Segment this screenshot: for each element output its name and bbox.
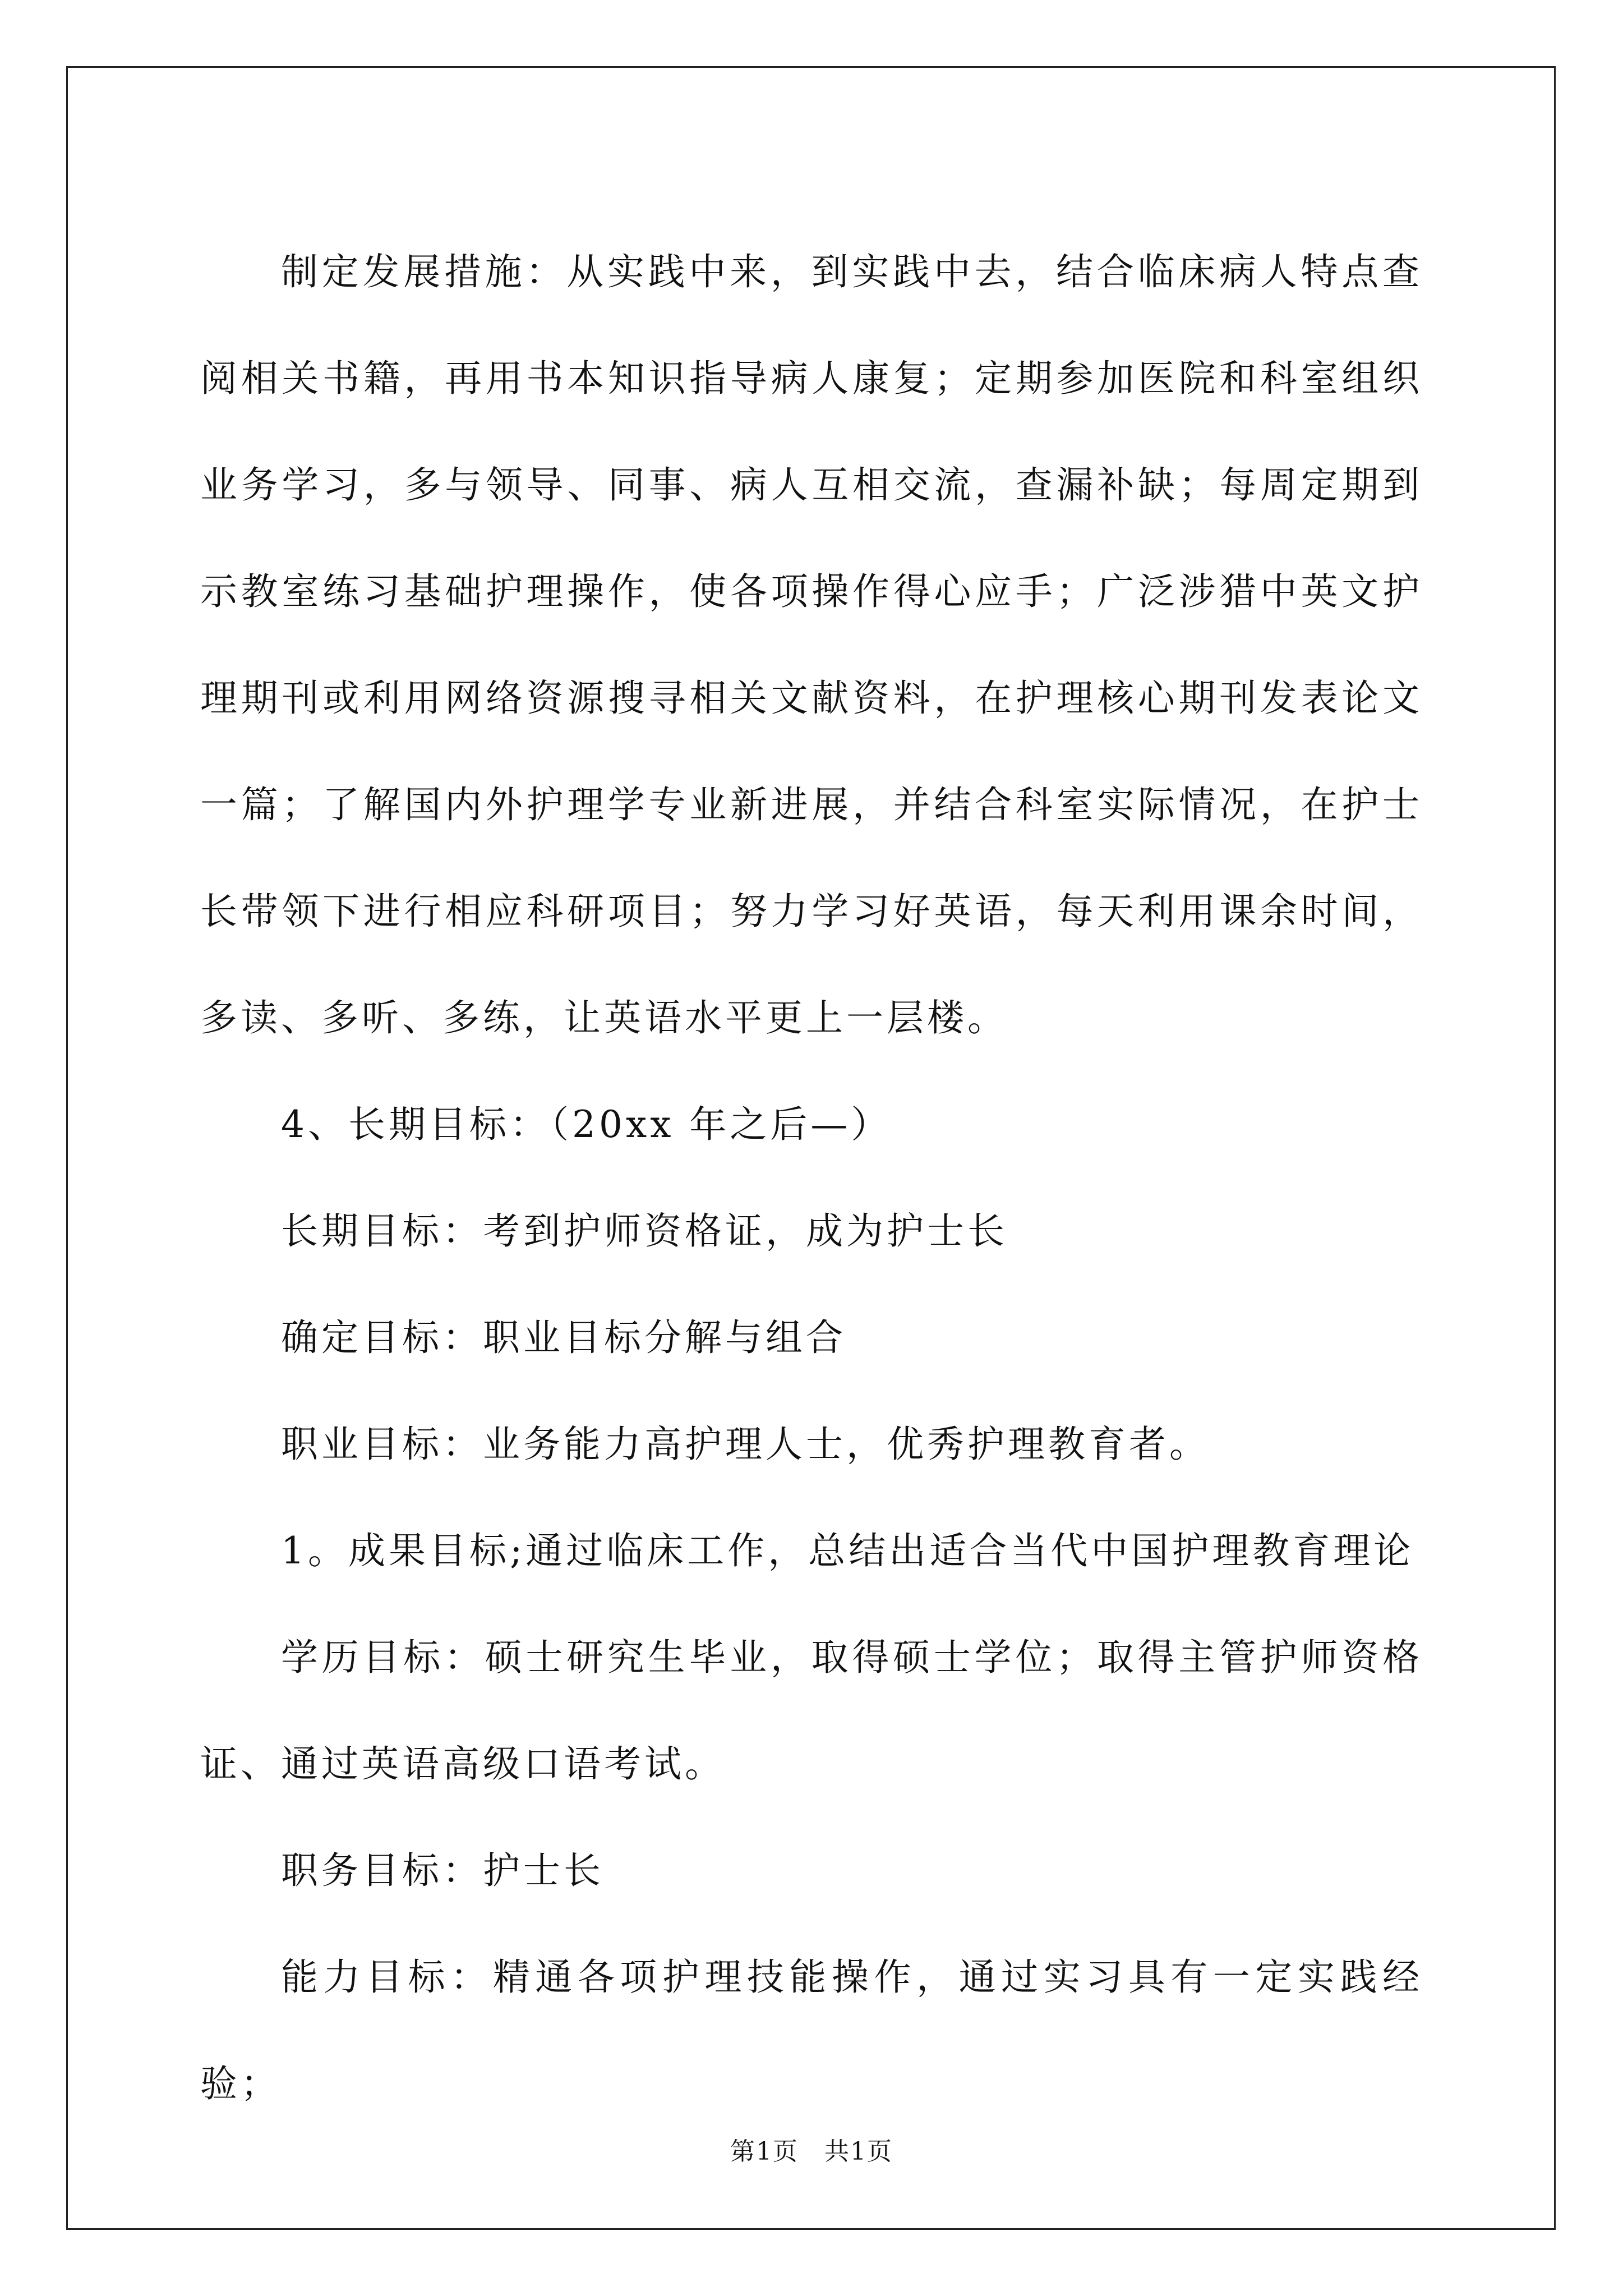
paragraph-education-goal: 学历目标：硕士研究生毕业，取得硕士学位；取得主管护师资格证、通过英语高级口语考试。 [200,1636,1423,1786]
document-body [200,219,1423,2137]
paragraph-ability-goal: 能力目标：精通各项护理技能操作，通过实习具有一定实践经验； [200,1955,1423,2105]
paragraph-position-goal: 职务目标：护士长 [281,1849,604,1892]
paragraph-determine-goal: 确定目标：职业目标分解与组合 [281,1316,846,1359]
paragraph-development-measures: 制定发展措施：从实践中来，到实践中去，结合临床病人特点查阅相关书籍，再用书本知识指导病人康复；定期参加医院和科室组织业务学习，多与领导、同事、病人互相交流，查漏补缺；每周定期到示教室练习基础护理操作，使各项操作得心应手；广泛涉猎中英文护理期刊或利用网络资源搜寻相关文献资料，在护理核心期刊发表论文一篇；了解国内外护理学专业新进展，并结合科室实际情况，在护士长带领下进行相应科研项目；努力学习好英语，每天利用课余时间，多读、多听、多练，让英语水平更上一层楼。 [200,250,1423,1039]
paragraph-career-goal: 职业目标：业务能力高护理人士，优秀护理教育者。 [281,1423,1210,1466]
paragraph-long-term-goal: 长期目标：考到护师资格证，成为护士长 [281,1209,1008,1253]
page-footer [0,2135,1623,2169]
page-total: 共1页 [824,2137,893,2166]
paragraph-long-term-heading: 4、长期目标：（20xx 年之后—） [281,1103,892,1146]
page-number: 第1页 [730,2137,799,2166]
paragraph-achievement-goal: 1。成果目标;通过临床工作，总结出适合当代中国护理教育理论 [281,1529,1414,1572]
